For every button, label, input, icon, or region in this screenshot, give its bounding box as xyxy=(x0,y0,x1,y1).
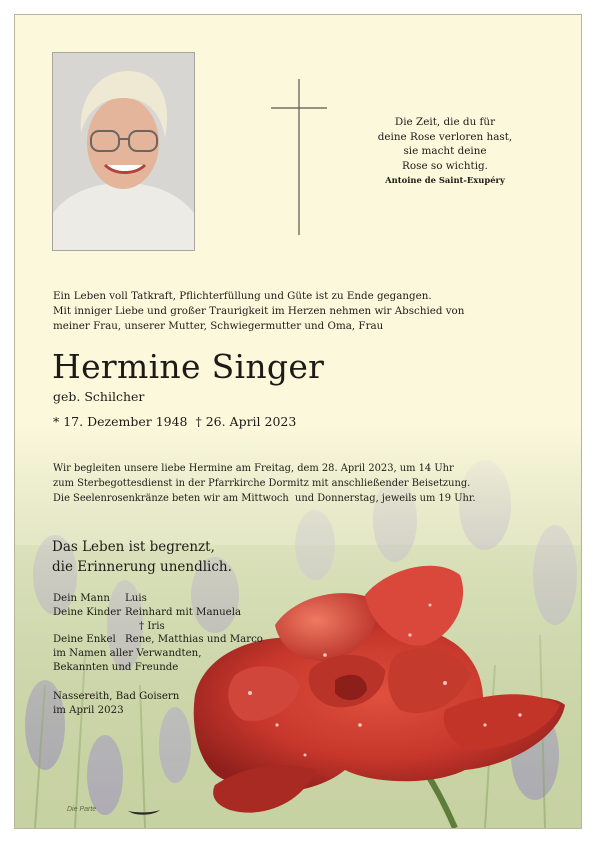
life-dates xyxy=(53,414,296,429)
saying xyxy=(52,537,232,577)
relative-role xyxy=(53,620,125,634)
relatives-list xyxy=(53,592,263,675)
relative-role: Dein Mann xyxy=(53,593,110,604)
relatives-closing-line: Bekannten und Freunde xyxy=(53,661,179,673)
relative-role: Deine Enkel xyxy=(53,634,116,646)
deceased-name: Hermine Singer xyxy=(52,347,325,386)
birth-symbol: * xyxy=(53,414,60,429)
relative-names: Rene, Matthias und Marco xyxy=(125,634,263,646)
relatives-closing-line: im Namen aller Verwandten, xyxy=(53,648,202,660)
service-text xyxy=(53,461,476,507)
intro-line: meiner Frau, unserer Mutter, Schwiegermutter und Oma, Frau xyxy=(53,320,384,332)
service-line: Die Seelenrosenkränze beten wir am Mittwoch und Donnerstag, jeweils um 19 Uhr. xyxy=(53,493,476,505)
quote-line: Rose so wichtig. xyxy=(402,159,488,172)
service-line: zum Sterbegottesdienst in der Pfarrkirche Dormitz mit anschließender Beisetzung. xyxy=(53,478,471,490)
portrait-photo xyxy=(52,52,195,251)
relative-row xyxy=(53,606,263,620)
relative-names: Luis xyxy=(125,593,147,604)
quote-line: Die Zeit, die du für xyxy=(394,116,496,128)
boat-logo-icon xyxy=(127,808,161,818)
intro-line: Ein Leben voll Tatkraft, Pflichterfüllung und Güte ist zu Ende gegangen. xyxy=(53,290,432,302)
relative-row xyxy=(53,620,263,634)
relative-row xyxy=(53,592,263,606)
quote-line: deine Rose verloren hast, xyxy=(377,130,513,143)
intro-text xyxy=(53,289,464,334)
quote-author: Antoine de Saint-Exupéry xyxy=(385,175,505,185)
service-line: Wir begleiten unsere liebe Hermine am Freitag, dem 28. April 2023, um 14 Uhr xyxy=(53,463,454,474)
footer-date: im April 2023 xyxy=(53,704,124,716)
footer-place-date xyxy=(53,690,179,718)
relative-row xyxy=(53,633,263,647)
relative-names: † Iris xyxy=(139,620,165,632)
footer-place: Nassereith, Bad Goisern xyxy=(53,691,180,702)
relative-names: Reinhard mit Manuela xyxy=(125,606,242,618)
relative-role: Deine Kinder xyxy=(53,606,122,618)
obituary-card xyxy=(14,14,582,829)
death-symbol: † xyxy=(195,414,202,429)
birth-date: 17. Dezember 1948 xyxy=(63,414,188,429)
birth-name: geb. Schilcher xyxy=(53,389,145,404)
cross-icon xyxy=(269,79,329,239)
saying-line: die Erinnerung unendlich. xyxy=(52,559,232,575)
intro-line: Mit inniger Liebe und großer Traurigkeit im Herzen nehmen wir Abschied von xyxy=(53,305,465,317)
brand-logo: Die Parte xyxy=(67,806,97,813)
quote-line: sie macht deine xyxy=(403,145,487,157)
death-date: 26. April 2023 xyxy=(205,414,297,429)
saying-line: Das Leben ist begrenzt, xyxy=(52,539,215,555)
quote-block xyxy=(335,115,555,188)
